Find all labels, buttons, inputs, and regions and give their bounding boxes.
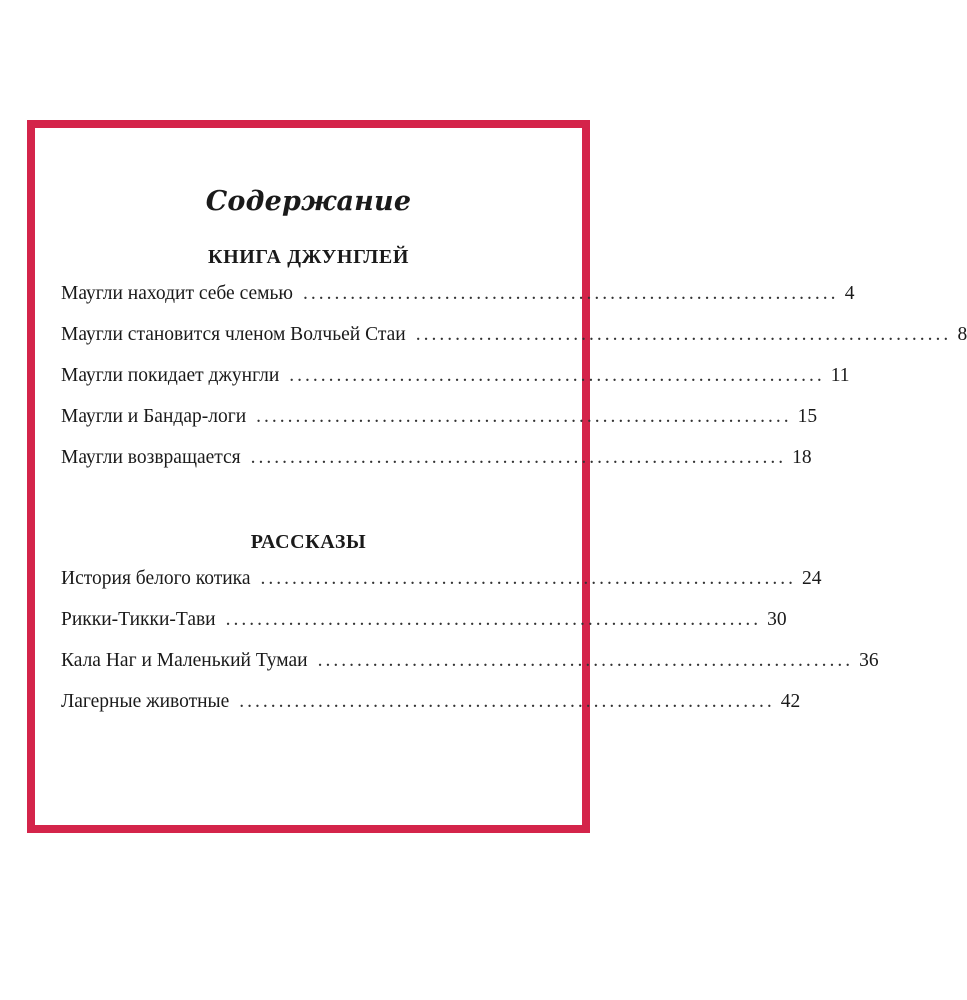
toc-entry-label: Маугли возвращается (61, 447, 241, 468)
toc-entry-page: 30 (767, 609, 787, 630)
toc-leader-dots: .................................................................... (250, 447, 787, 468)
section-heading-stories: РАССКАЗЫ (250, 531, 367, 553)
toc-entry-page: 11 (830, 365, 850, 386)
toc-list-stories (61, 568, 879, 732)
toc-leader-dots: .................................................................... (260, 568, 796, 589)
toc-entry-page: 18 (792, 447, 812, 468)
toc-entry[interactable] (61, 324, 967, 365)
toc-entry-page: 15 (797, 406, 818, 427)
toc-leader-dots: .................................................................... (415, 324, 952, 345)
toc-leader-dots: .................................................................... (317, 650, 854, 671)
page-title: Содержание (205, 186, 412, 217)
toc-leader-dots: .................................................................... (239, 691, 775, 712)
section-heading-jungle-book: КНИГА ДЖУНГЛЕЙ (208, 246, 409, 268)
toc-entry-label: Лагерные животные (61, 691, 230, 712)
toc-entry[interactable] (61, 365, 850, 406)
toc-entry-page: 42 (780, 691, 801, 712)
toc-entry[interactable] (61, 447, 812, 488)
toc-entry-page: 4 (844, 283, 855, 304)
toc-leader-dots: .................................................................... (225, 609, 762, 630)
toc-entry[interactable] (61, 609, 787, 650)
toc-entry-label: Маугли становится членом Волчьей Стаи (61, 324, 406, 345)
toc-entry-label: Рикки-Тикки-Тави (61, 609, 216, 630)
toc-entry-page: 24 (802, 568, 822, 589)
toc-entry-page: 36 (859, 650, 879, 671)
toc-entry-label: Кала Наг и Маленький Тумаи (61, 650, 308, 671)
toc-list-jungle-book (61, 283, 967, 488)
toc-entry-label: Маугли находит себе семью (61, 283, 293, 304)
toc-entry[interactable] (61, 568, 822, 609)
toc-leader-dots: .................................................................... (302, 283, 839, 304)
toc-entry-label: Маугли и Бандар-логи (61, 406, 247, 427)
toc-leader-dots: .................................................................... (256, 406, 792, 427)
toc-entry[interactable] (61, 650, 879, 691)
toc-entry-label: История белого котика (61, 568, 251, 589)
toc-entry[interactable] (61, 406, 818, 447)
toc-entry-page: 8 (957, 324, 967, 345)
toc-entry[interactable] (61, 691, 801, 732)
toc-entry-label: Маугли покидает джунгли (61, 365, 280, 386)
toc-leader-dots: .................................................................... (289, 365, 825, 386)
toc-entry[interactable] (61, 283, 855, 324)
page-frame (27, 120, 967, 833)
